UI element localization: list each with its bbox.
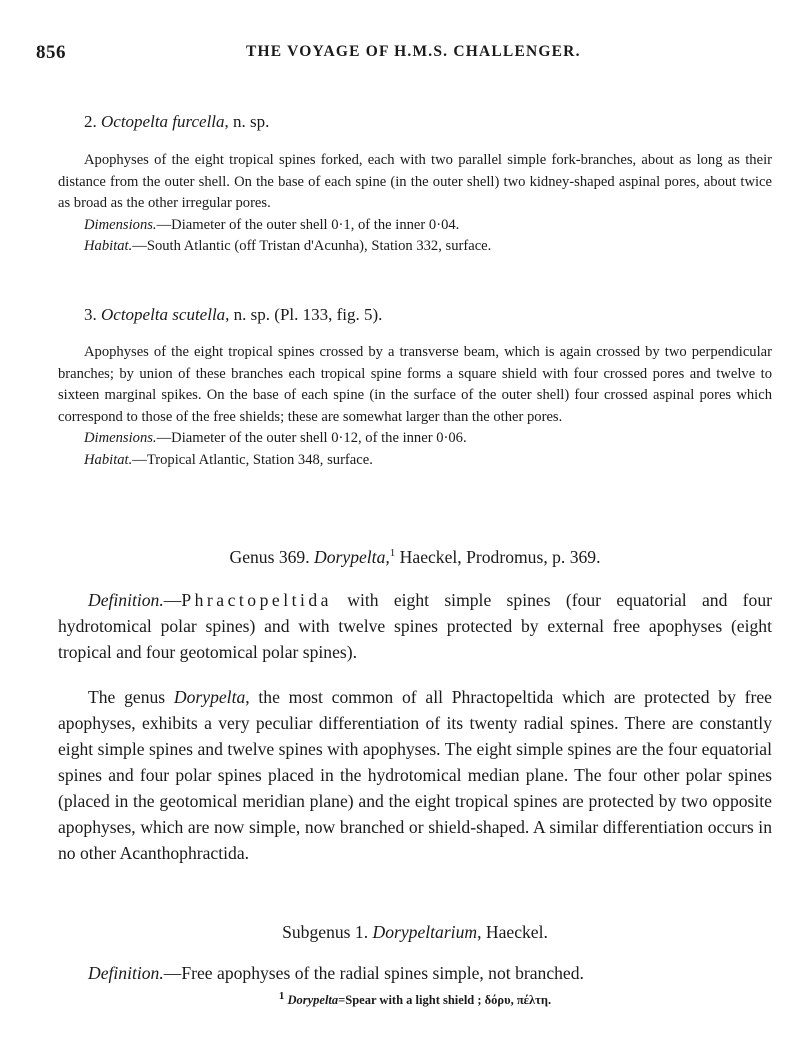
species-3-habitat: Habitat.—Tropical Atlantic, Station 348, surface. bbox=[84, 451, 373, 468]
species-2-dimensions: Dimensions.—Diameter of the outer shell 0·1, of the inner 0·04. bbox=[84, 216, 460, 233]
genus-paragraph: The genus Dorypelta, the most common of all Phractopeltida which are protected by free apophyses, exhibits a very peculiar differentiation of its twenty radial spines. There are constantly eight simple spines and twelve spines with apophyses. The eight simple spines are the four equatorial spines and four polar spines placed in the hydrotomical median plane. The four other polar spines (placed in the geotomical meridian plane) and the eight tropical spines are protected by two opposite apophyses, which are now simple, now branched or shield-shaped. A similar differentiation occurs in no other Acanthophractida. bbox=[58, 687, 772, 863]
subgenus-heading: Subgenus 1. Dorypeltarium, Haeckel. bbox=[282, 922, 548, 942]
genus-definition: Definition.—Phractopeltida with eight simple spines (four equatorial and four hydrotomical polar spines) and with twelve spines protected by external free apophyses (eight tropical and four geotomical polar spines). bbox=[58, 590, 772, 662]
footnote: $^1$ Dorypelta=Spear with a light shield ; δόρυ, πέλτη. bbox=[278, 989, 552, 1007]
species-2-description: Apophyses of the eight tropical spines forked, each with two parallel simple fork-branches, about as long as their distance from the outer shell. On the base of each spine (in the outer shell) two kidney-shaped aspinal pores, about twice as broad as the other irregular pores. bbox=[58, 152, 772, 211]
footnote-ref: 1 bbox=[389, 547, 396, 560]
species-3-name: Octopelta scutella bbox=[101, 305, 226, 324]
page-number: 856 bbox=[36, 42, 66, 63]
species-2-name: Octopelta furcella bbox=[101, 112, 225, 131]
species-2-title: 2. Octopelta furcella, n. sp. bbox=[84, 112, 270, 131]
running-title: THE VOYAGE OF H.M.S. CHALLENGER. bbox=[246, 43, 581, 60]
definition-label: Definition. bbox=[88, 590, 164, 610]
species-3-description: Apophyses of the eight tropical spines crossed by a transverse beam, which is again crossed by two perpendicular branches; by union of these branches each tropical spine forms a square shield with four crossed pores and twelve to sixteen marginal spikes. On the base of each spine (in the surface of the outer shell) four crossed aspinal pores which correspond to those of the free shields; these are somewhat larger than the other pores. bbox=[58, 344, 772, 425]
family-name: Phractopeltida bbox=[181, 590, 332, 610]
species-2-body bbox=[58, 150, 772, 258]
page-header bbox=[36, 42, 760, 66]
species-3-title: 3. Octopelta scutella, n. sp. (Pl. 133, fig. 5). bbox=[84, 305, 383, 324]
species-3-dimensions: Dimensions.—Diameter of the outer shell 0·12, of the inner 0·06. bbox=[84, 430, 467, 446]
subgenus-name: Dorypeltarium bbox=[372, 922, 478, 942]
genus-name: Dorypelta, bbox=[314, 547, 390, 567]
species-3-body bbox=[58, 342, 772, 471]
genus-heading: Genus 369. Dorypelta,$^1$ Haeckel, Prodromus, p. 369. bbox=[229, 547, 601, 567]
species-2-habitat: Habitat.—South Atlantic (off Tristan d'Acunha), Station 332, surface. bbox=[84, 238, 492, 254]
subgenus-definition: Definition.—Free apophyses of the radial spines simple, not branched. bbox=[88, 963, 584, 983]
